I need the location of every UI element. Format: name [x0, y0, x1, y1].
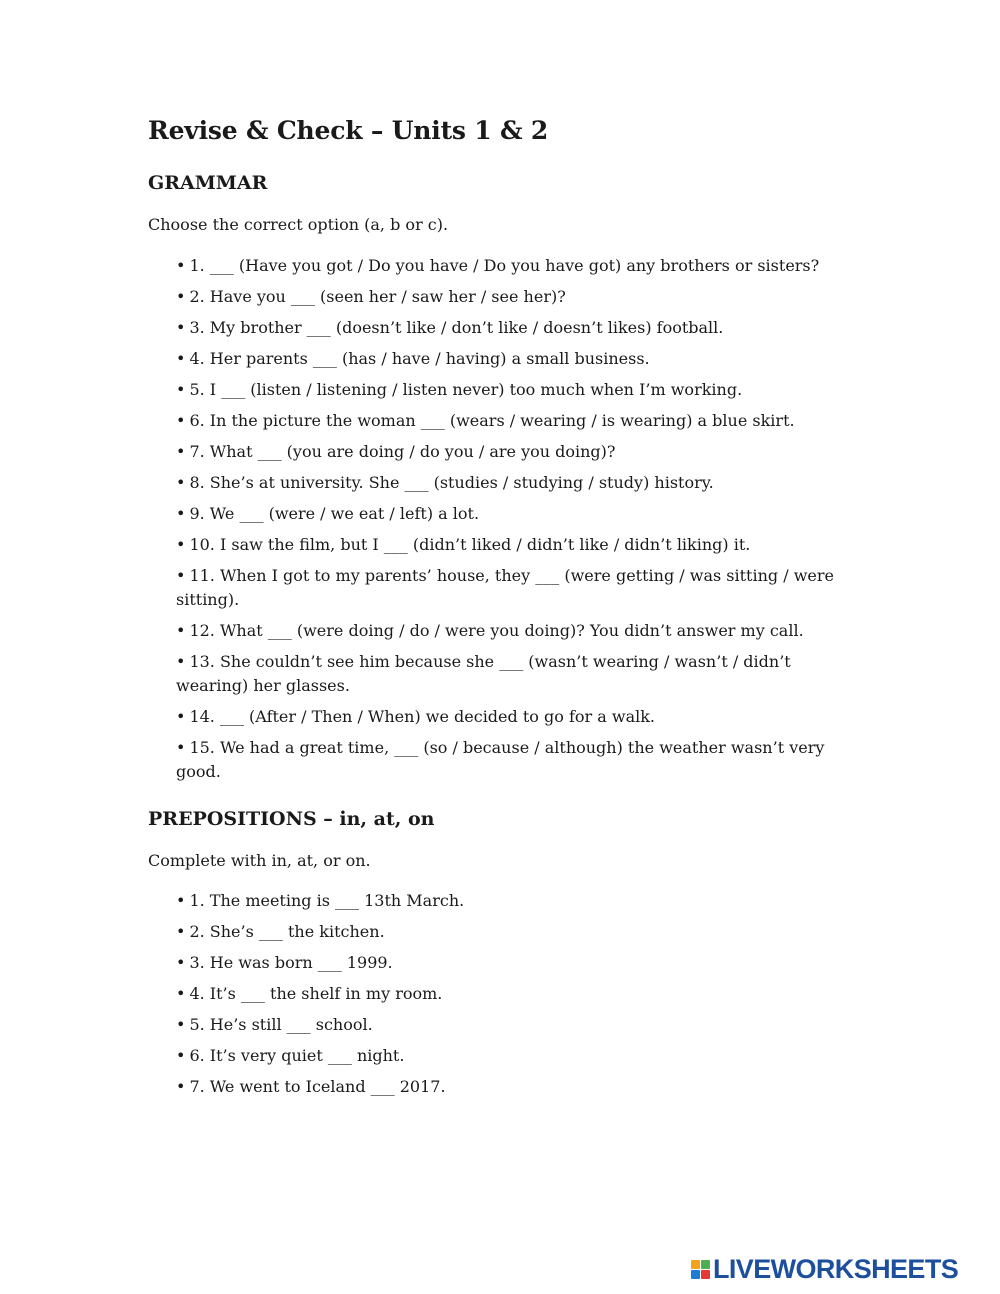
item-text: 3. He was born ___ 1999.: [189, 953, 393, 972]
logo-square: [701, 1270, 710, 1279]
item-text: 9. We ___ (were / we eat / left) a lot.: [189, 504, 480, 523]
item-text: 12. What ___ (were doing / do / were you doing)? You didn’t answer my call.: [189, 621, 804, 640]
logo-text: LIVEWORKSHEETS: [713, 1254, 959, 1284]
list-item: [176, 619, 846, 643]
bullet: •: [176, 922, 186, 941]
list-item: [176, 409, 846, 433]
list-item: [176, 920, 846, 944]
list-item: [176, 889, 846, 913]
bullet: •: [176, 566, 186, 585]
list-item: [176, 982, 846, 1006]
bullet: •: [176, 953, 186, 972]
logo-square: [691, 1260, 700, 1269]
item-text: 5. I ___ (listen / listening / listen never) too much when I’m working.: [189, 380, 743, 399]
list-item: [176, 316, 846, 340]
prepositions-list: [176, 889, 846, 1106]
list-item: [176, 736, 846, 784]
item-text: 6. In the picture the woman ___ (wears / wearing / is wearing) a blue skirt.: [189, 411, 795, 430]
item-text: 2. She’s ___ the kitchen.: [189, 922, 385, 941]
page-title: Revise & Check – Units 1 & 2: [148, 116, 549, 145]
bullet: •: [176, 442, 186, 461]
list-item: [176, 1075, 846, 1099]
item-text: 15. We had a great time, ___ (so / because / although) the weather wasn’t very good.: [176, 738, 825, 781]
list-item: [176, 347, 846, 371]
item-text: 14. ___ (After / Then / When) we decided to go for a walk.: [189, 707, 655, 726]
bullet: •: [176, 1046, 186, 1065]
grammar-list: [176, 254, 846, 791]
list-item: [176, 1044, 846, 1068]
prepositions-heading: PREPOSITIONS – in, at, on: [148, 808, 435, 830]
item-text: 13. She couldn’t see him because she ___ (wasn’t wearing / wasn’t / didn’t wearing) her glasses.: [176, 652, 791, 695]
bullet: •: [176, 256, 186, 275]
grammar-instruction: Choose the correct option (a, b or c).: [148, 215, 449, 234]
bullet: •: [176, 349, 186, 368]
list-item: [176, 951, 846, 975]
list-item: [176, 1013, 846, 1037]
list-item: [176, 471, 846, 495]
bullet: •: [176, 1077, 186, 1096]
bullet: •: [176, 621, 186, 640]
logo-icon: [691, 1260, 710, 1279]
bullet: •: [176, 504, 186, 523]
bullet: •: [176, 473, 186, 492]
list-item: [176, 650, 846, 698]
item-text: 1. The meeting is ___ 13th March.: [189, 891, 465, 910]
item-text: 7. What ___ (you are doing / do you / are you doing)?: [189, 442, 616, 461]
bullet: •: [176, 535, 186, 554]
bullet: •: [176, 287, 186, 306]
list-item: [176, 378, 846, 402]
bullet: •: [176, 318, 186, 337]
item-text: 3. My brother ___ (doesn’t like / don’t like / doesn’t likes) football.: [189, 318, 724, 337]
logo-square: [701, 1260, 710, 1269]
item-text: 7. We went to Iceland ___ 2017.: [189, 1077, 446, 1096]
liveworksheets-logo[interactable]: [691, 1254, 958, 1284]
list-item: [176, 440, 846, 464]
item-text: 11. When I got to my parents’ house, they ___ (were getting / was sitting / were sitting).: [176, 566, 834, 609]
prepositions-instruction: Complete with in, at, or on.: [148, 851, 371, 870]
item-text: 8. She’s at university. She ___ (studies / studying / study) history.: [189, 473, 714, 492]
bullet: •: [176, 1015, 186, 1034]
bullet: •: [176, 891, 186, 910]
item-text: 2. Have you ___ (seen her / saw her / see her)?: [189, 287, 566, 306]
bullet: •: [176, 411, 186, 430]
item-text: 4. Her parents ___ (has / have / having) a small business.: [189, 349, 650, 368]
logo-square: [691, 1270, 700, 1279]
list-item: [176, 705, 846, 729]
item-text: 4. It’s ___ the shelf in my room.: [189, 984, 443, 1003]
bullet: •: [176, 380, 186, 399]
bullet: •: [176, 707, 186, 726]
list-item: [176, 502, 846, 526]
item-text: 6. It’s very quiet ___ night.: [189, 1046, 405, 1065]
list-item: [176, 285, 846, 309]
item-text: 5. He’s still ___ school.: [189, 1015, 373, 1034]
grammar-heading: GRAMMAR: [148, 172, 268, 194]
bullet: •: [176, 738, 186, 757]
bullet: •: [176, 652, 186, 671]
item-text: 1. ___ (Have you got / Do you have / Do you have got) any brothers or sisters?: [189, 256, 820, 275]
bullet: •: [176, 984, 186, 1003]
list-item: [176, 533, 846, 557]
list-item: [176, 254, 846, 278]
item-text: 10. I saw the film, but I ___ (didn’t liked / didn’t like / didn’t liking) it.: [189, 535, 751, 554]
list-item: [176, 564, 846, 612]
